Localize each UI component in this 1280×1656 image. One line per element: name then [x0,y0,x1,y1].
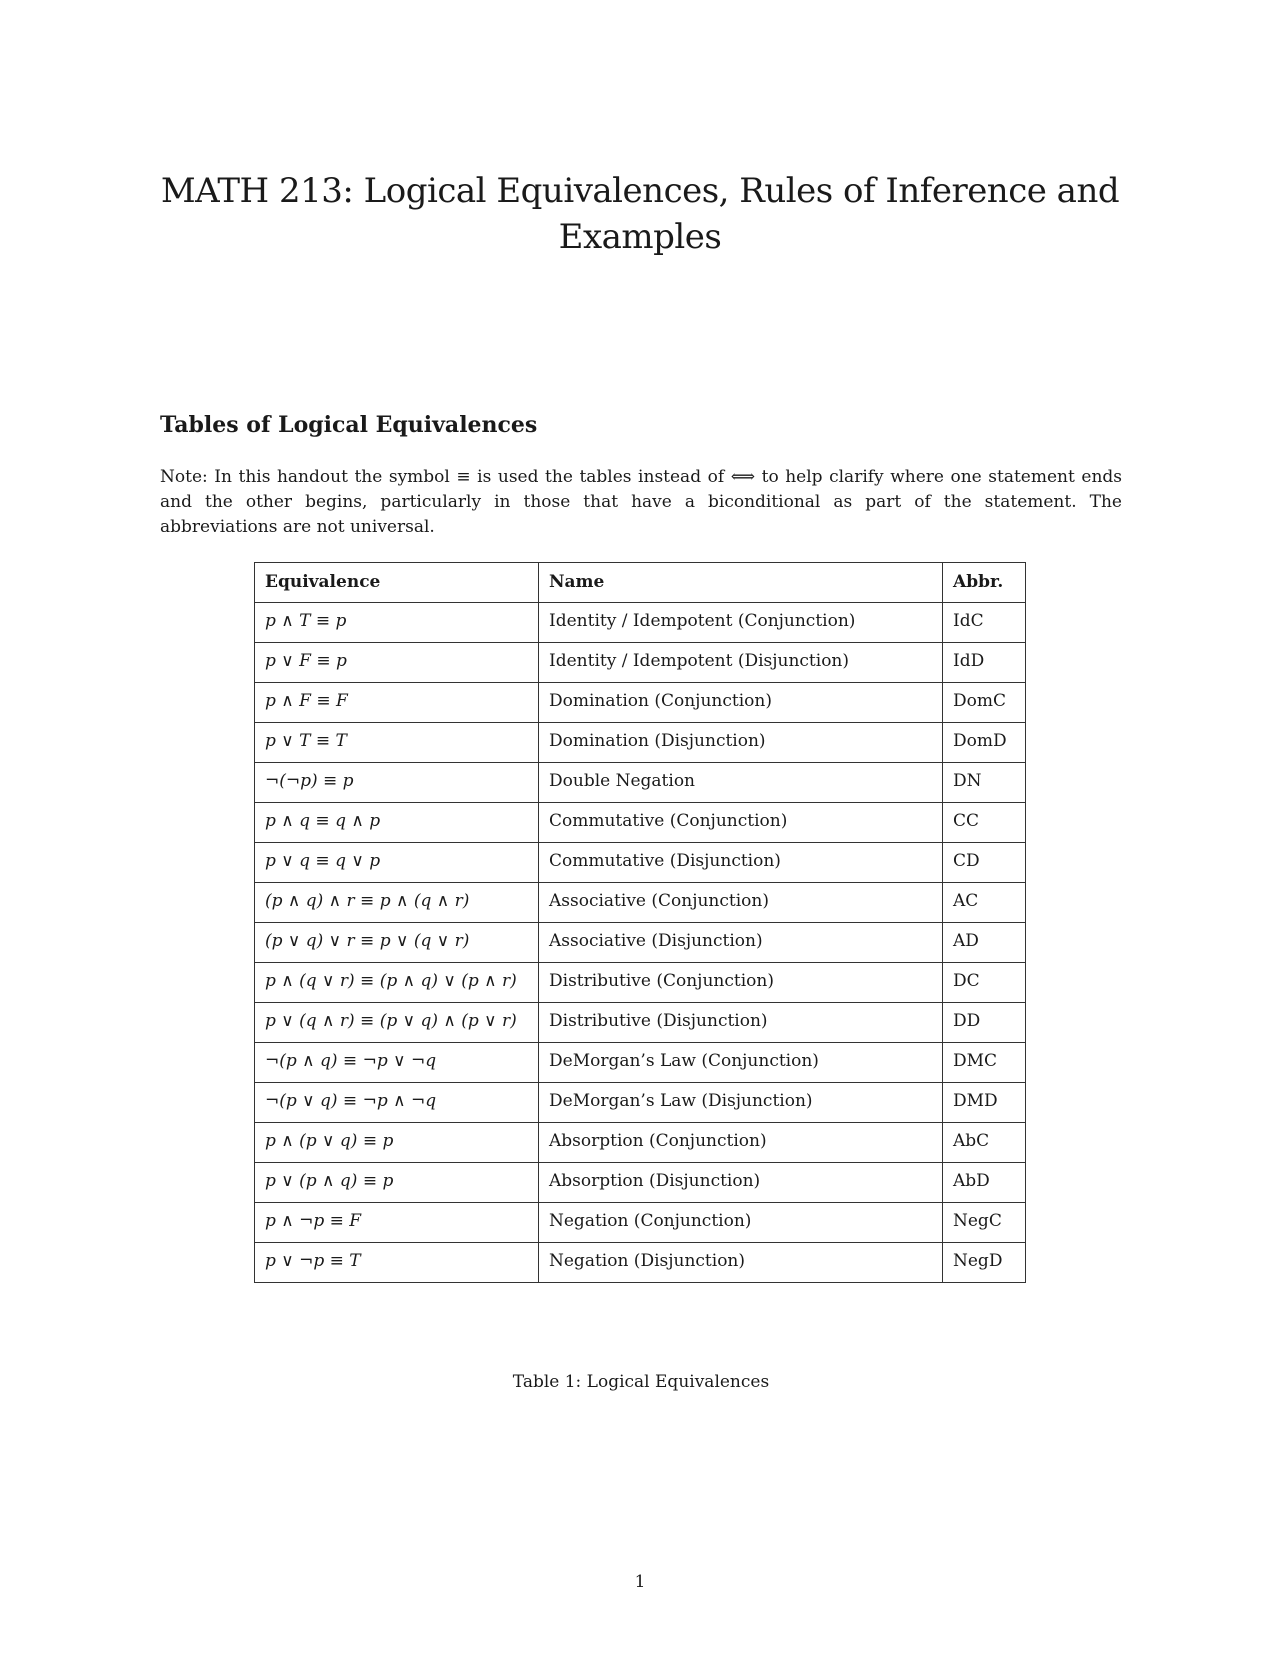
cell-name: Negation (Disjunction) [539,1243,943,1283]
cell-name: Commutative (Disjunction) [539,843,943,883]
cell-name: Domination (Disjunction) [539,723,943,763]
table-row [255,1083,1026,1123]
table-header-row [255,563,1026,603]
cell-name: Domination (Conjunction) [539,683,943,723]
cell-abbr: DC [943,963,1026,1003]
cell-equivalence: p ∨ ¬p ≡ T [255,1243,539,1283]
header-name: Name [539,563,943,603]
section-heading: Tables of Logical Equivalences [160,412,538,438]
cell-equivalence: (p ∧ q) ∧ r ≡ p ∧ (q ∧ r) [255,883,539,923]
equivalences-table [254,562,1026,1283]
cell-name: Absorption (Conjunction) [539,1123,943,1163]
cell-name: Absorption (Disjunction) [539,1163,943,1203]
cell-abbr: DMD [943,1083,1026,1123]
cell-abbr: CD [943,843,1026,883]
table-row [255,1003,1026,1043]
cell-name: DeMorgan’s Law (Conjunction) [539,1043,943,1083]
page-number: 1 [634,1572,646,1592]
table-row [255,683,1026,723]
cell-equivalence: p ∧ F ≡ F [255,683,539,723]
header-abbr: Abbr. [943,563,1026,603]
cell-equivalence: p ∨ (p ∧ q) ≡ p [255,1163,539,1203]
cell-equivalence: p ∧ ¬p ≡ F [255,1203,539,1243]
cell-equivalence: ¬(p ∨ q) ≡ ¬p ∧ ¬q [255,1083,539,1123]
cell-abbr: DomD [943,723,1026,763]
note-paragraph: Note: In this handout the symbol ≡ is used the tables instead of ⟺ to help clarify where one statement ends and the other begins, particularly in those that have a biconditional as part of the statement. The abbreviations are not universal. [160,467,1122,537]
cell-abbr: CC [943,803,1026,843]
table-row [255,803,1026,843]
table-row [255,1123,1026,1163]
table-row [255,603,1026,643]
cell-name: Associative (Conjunction) [539,883,943,923]
cell-equivalence: ¬(p ∧ q) ≡ ¬p ∨ ¬q [255,1043,539,1083]
table-row [255,1203,1026,1243]
cell-abbr: DMC [943,1043,1026,1083]
table-row [255,923,1026,963]
table-row [255,883,1026,923]
cell-equivalence: p ∧ T ≡ p [255,603,539,643]
table-row [255,763,1026,803]
title-line-1: MATH 213: Logical Equivalences, Rules of Inference and [160,171,1120,211]
cell-name: Associative (Disjunction) [539,923,943,963]
cell-abbr: DD [943,1003,1026,1043]
cell-name: DeMorgan’s Law (Disjunction) [539,1083,943,1123]
equivalences-table-container [254,562,1026,1283]
table-row [255,1043,1026,1083]
cell-equivalence: (p ∨ q) ∨ r ≡ p ∨ (q ∨ r) [255,923,539,963]
cell-name: Distributive (Disjunction) [539,1003,943,1043]
cell-name: Double Negation [539,763,943,803]
cell-equivalence: p ∧ (q ∨ r) ≡ (p ∧ q) ∨ (p ∧ r) [255,963,539,1003]
cell-equivalence: ¬(¬p) ≡ p [255,763,539,803]
cell-abbr: NegD [943,1243,1026,1283]
document-title [160,168,1120,260]
table-row [255,963,1026,1003]
cell-name: Identity / Idempotent (Conjunction) [539,603,943,643]
cell-abbr: NegC [943,1203,1026,1243]
cell-name: Identity / Idempotent (Disjunction) [539,643,943,683]
cell-equivalence: p ∨ (q ∧ r) ≡ (p ∨ q) ∧ (p ∨ r) [255,1003,539,1043]
cell-equivalence: p ∨ T ≡ T [255,723,539,763]
title-line-2: Examples [558,217,722,257]
cell-equivalence: p ∧ q ≡ q ∧ p [255,803,539,843]
cell-abbr: AC [943,883,1026,923]
cell-abbr: AbC [943,1123,1026,1163]
cell-abbr: AD [943,923,1026,963]
cell-name: Distributive (Conjunction) [539,963,943,1003]
cell-equivalence: p ∨ F ≡ p [255,643,539,683]
cell-abbr: AbD [943,1163,1026,1203]
cell-abbr: IdC [943,603,1026,643]
cell-name: Commutative (Conjunction) [539,803,943,843]
cell-abbr: IdD [943,643,1026,683]
header-equivalence: Equivalence [255,563,539,603]
table-row [255,1163,1026,1203]
table-body [255,603,1026,1283]
cell-equivalence: p ∧ (p ∨ q) ≡ p [255,1123,539,1163]
table-caption: Table 1: Logical Equivalences [512,1372,770,1392]
table-row [255,723,1026,763]
table-row [255,1243,1026,1283]
table-row [255,643,1026,683]
cell-name: Negation (Conjunction) [539,1203,943,1243]
cell-abbr: DN [943,763,1026,803]
table-row [255,843,1026,883]
cell-equivalence: p ∨ q ≡ q ∨ p [255,843,539,883]
cell-abbr: DomC [943,683,1026,723]
